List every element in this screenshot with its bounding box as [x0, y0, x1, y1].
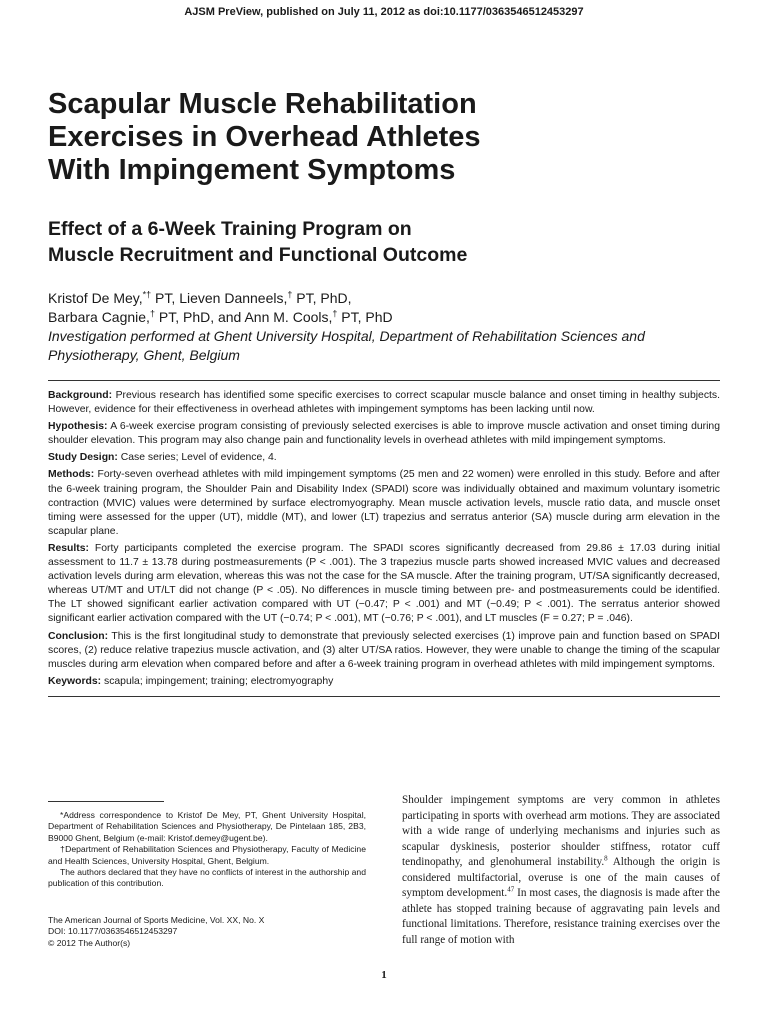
section-heading: Study Design: [48, 452, 118, 464]
author-degree: PT, PhD, and [154, 309, 245, 325]
journal-doi: DOI: 10.1177/0363546512453297 [48, 926, 178, 937]
section-heading: Methods: [48, 469, 95, 481]
title-line: Exercises in Overhead Athletes [48, 121, 481, 153]
section-text: A 6-week exercise program consisting of previously selected exercises is able to improve muscle activation and onset timing during shoulder elevation. This program may also change pain and functionality levels in overhead athletes with mild impingement symptoms. [48, 421, 720, 447]
author-name: Ann M. Cools, [244, 309, 333, 325]
citation-ref: 8 [604, 854, 608, 863]
abstract-study-design [48, 451, 720, 465]
section-heading: Conclusion: [48, 630, 109, 642]
author-degree: PT, PhD, [292, 290, 352, 306]
abstract [48, 380, 720, 697]
footnote-correspondence: *Address correspondence to Kristof De Mey, PT, Ghent University Hospital, Department of Rehabilitation Sciences and Physiotherapy, De Pintelaan 185, 2B3, B9000 Ghent, Belgium (e-mail: Kristof.demey@ugent.be). [48, 810, 366, 843]
title-line: With Impingement Symptoms [48, 154, 456, 186]
article-title [48, 88, 738, 187]
author-marks: † [287, 289, 293, 300]
section-heading: Hypothesis: [48, 421, 108, 433]
intro-text-part: In most cases, the diagnosis is made after the athlete has stopped training because of aggravating pain levels and functional limitations. Therefore, resistance training exercises over the full range of motion with [402, 887, 720, 946]
author-name: Barbara Cagnie, [48, 309, 150, 325]
intro-text-part: Shoulder impingement symptoms are very common in athletes participating in sports with overhead arm motions. They are associated with a wide range of underlying mechanisms and injuries such as scapular dyskinesis, posterior shoulder stiffness, rotator cuff tendinopathy, and glenohumeral instability. [402, 794, 720, 868]
journal-info [48, 915, 366, 949]
journal-copyright: © 2012 The Author(s) [48, 937, 131, 948]
section-heading: Keywords: [48, 675, 102, 687]
intro-text-part: Although the origin is considered multifactorial, overuse is one of the main causes of symptom development. [402, 856, 720, 899]
author-line [48, 289, 738, 308]
author-degree: PT, [151, 290, 180, 306]
abstract-hypothesis [48, 420, 720, 448]
section-heading: Results: [48, 542, 89, 554]
section-text: Case series; Level of evidence, 4. [117, 452, 277, 464]
affiliation: Investigation performed at Ghent University Hospital, Department of Rehabilitation Sciences and Physiotherapy, Ghent, Belgium [48, 328, 645, 363]
subtitle-line: Muscle Recruitment and Functional Outcome [48, 244, 468, 266]
author-marks: † [149, 308, 155, 319]
author-name: Kristof De Mey, [48, 290, 143, 306]
article-subtitle [48, 216, 738, 268]
section-text: Forty participants completed the exercise program. The SPADI scores significantly decreased from 29.86 ± 17.03 during initial assessment to 11.7 ± 13.78 during postmeasurements (P < .001). The 3 trapezius muscle parts showed increased MVIC values and decreased activation levels during arm elevation, whereas this was not the case for the SA muscle. After the training program, UT/SA significantly decreased, whereas UT/MT and UT/LT did not change (P < .05). No differences in muscle timing between pre- and postmeasurements could be identified. The LT showed significant earlier activation compared with UT (−0.47; P < .001) and MT (−0.49; P < .001). The serratus anterior showed significant earlier activation compared with the UT (−0.74; P < .001), MT (−0.76; P < .001), and LT muscles (F = 0.27; P = .046). [48, 542, 720, 625]
journal-name: The American Journal of Sports Medicine, Vol. XX, No. X [48, 915, 265, 925]
abstract-background [48, 389, 720, 417]
author-marks: † [332, 308, 338, 319]
author-line [48, 308, 738, 327]
footnote-conflict: The authors declared that they have no conflicts of interest in the authorship and publication of this contribution. [48, 867, 366, 889]
section-text: scapula; impingement; training; electromyography [101, 675, 334, 687]
preview-banner: AJSM PreView, published on July 11, 2012 as doi:10.1177/0363546512453297 [184, 6, 584, 18]
title-line: Scapular Muscle Rehabilitation [48, 88, 477, 120]
footnote-department: †Department of Rehabilitation Sciences and Physiotherapy, Faculty of Medicine and Health Sciences, University Hospital, Ghent, Belgium. [48, 844, 366, 866]
section-text: Forty-seven overhead athletes with mild impingement symptoms (25 men and 22 women) were enrolled in this study. Before and after the 6-week training program, the Shoulder Pain and Disability Index (SPADI) score was individually obtained and maximum voluntary isometric contraction (MVIC) values were determined by surface electromyography. Mean muscle activation levels, muscle ratio data, and muscle onset timing were assessed for the upper (UT), middle (MT), and lower (LT) trapezius and serratus anterior (SA) muscle during arm elevation in the scapular plane. [48, 469, 720, 537]
author-name: Lieven Danneels, [179, 290, 288, 306]
footnotes [48, 810, 366, 890]
author-marks: *† [142, 289, 152, 300]
subtitle-line: Effect of a 6-Week Training Program on [48, 218, 412, 240]
abstract-conclusion [48, 630, 720, 672]
section-text: Previous research has identified some specific exercises to correct scapular muscle balance and onset timing in healthy subjects. However, evidence for their effectiveness in overhead athletes with impingement symptoms has been lacking until now. [48, 390, 720, 416]
page-number: 1 [381, 969, 387, 981]
section-text: This is the first longitudinal study to demonstrate that previously selected exercises (1) improve pain and function based on SPADI scores, (2) reduce relative trapezius muscle activation, and (3) alter UT/SA ratios. However, they were unable to change the timing of the scapular muscles during arm elevation when compared before and after a 6-week training program in overhead athletes with mild impingement symptoms. [48, 630, 720, 670]
abstract-methods [48, 468, 720, 538]
footnote-divider [48, 801, 164, 802]
citation-ref: 47 [507, 885, 515, 894]
author-list [48, 289, 738, 327]
section-heading: Background: [48, 390, 113, 401]
abstract-results [48, 542, 720, 627]
abstract-keywords [48, 675, 720, 689]
author-degree: PT, PhD [337, 309, 393, 325]
intro-paragraph [402, 793, 720, 948]
